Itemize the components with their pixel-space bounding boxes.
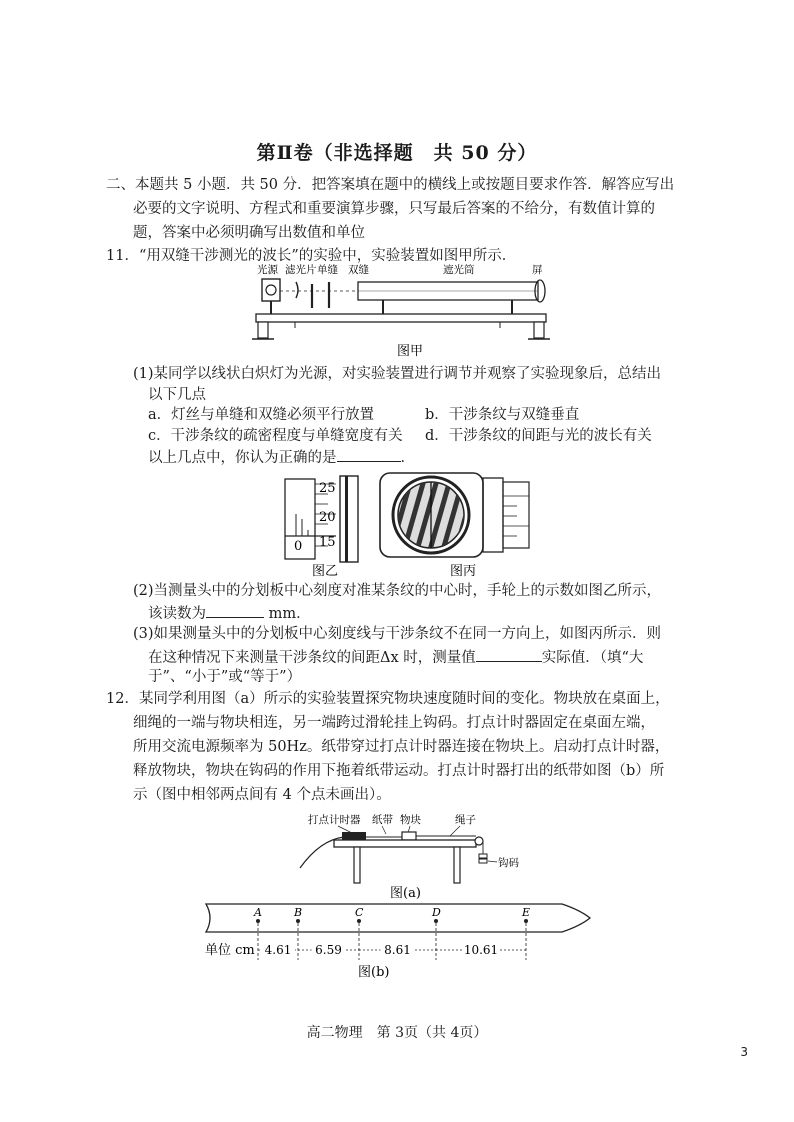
q11-part2-line1: (2)当测量头中的分划板中心刻度对准某条纹的中心时，手轮上的示数如图乙所示， bbox=[133, 583, 662, 599]
tape-dot-A bbox=[256, 919, 260, 923]
figure-eyepiece-caption: 图丙 bbox=[450, 564, 477, 578]
scale-15: 15 bbox=[319, 535, 336, 550]
q12-line-4: 释放物块，物块在钩码的作用下拖着纸带运动。打点计时器打出的纸带如图（b）所 bbox=[133, 763, 665, 779]
instruction-line-2: 必要的文字说明、方程式和重要演算步骤，只写最后答案的不给分，有数值计算的 bbox=[133, 201, 655, 217]
q11-part3-line1: (3)如果测量头中的分划板中心刻度线与干涉条纹不在同一方向上，如图丙所示．则 bbox=[133, 626, 662, 642]
q11-part1-line2: 以下几点 bbox=[148, 387, 206, 403]
q11-part3-line2: 在这种情况下来测量干涉条纹的间距Δx 时，测量值 实际值．（填“大 bbox=[148, 647, 643, 667]
figure-micrometer-caption: 图乙 bbox=[312, 564, 339, 578]
page-footer: 高二物理 第 3页（共 4页） bbox=[306, 1025, 488, 1041]
q12-line-1: 12．某同学利用图（a）所示的实验装置探究物块速度随时间的变化。物块放在桌面上， bbox=[106, 691, 670, 707]
q11-option-a: a．灯丝与单缝和双缝必须平行放置 bbox=[148, 407, 375, 423]
q12-line-5: 示（图中相邻两点间有 4 个点未画出）。 bbox=[133, 787, 391, 803]
q11-part1-ask: 以上几点中，你认为正确的是 ． bbox=[148, 447, 415, 467]
tape-point-label-E: E bbox=[522, 906, 531, 919]
tape-point-label-B: B bbox=[294, 906, 303, 919]
tape-dim-value-1: 6.59 bbox=[315, 943, 342, 957]
q12-line-2: 细绳的一端与物块相连，另一端跨过滑轮挂上钩码。打点计时器固定在桌面左端， bbox=[133, 715, 655, 731]
q11-part2-line2: 该读数为 mm． bbox=[148, 603, 311, 623]
answer-blank-3[interactable] bbox=[476, 647, 542, 662]
instruction-line-3: 题，答案中必须明确写出数值和单位 bbox=[133, 225, 365, 241]
figure-apparatus bbox=[250, 262, 560, 360]
figure-tape-caption: 图(b) bbox=[358, 965, 390, 980]
page-number: 3 bbox=[740, 1045, 748, 1059]
label-single-slit: 单缝 bbox=[317, 264, 338, 276]
instruction-line-1: 二、本题共 5 小题．共 50 分．把答案填在题中的横线上或按题目要求作答．解答应写出 bbox=[106, 177, 675, 193]
q11-part3-line3: 于”、“小于”或“等于”） bbox=[148, 669, 302, 685]
answer-blank-2[interactable] bbox=[206, 603, 264, 618]
figure-paper-tape bbox=[200, 898, 600, 980]
section-title: 第Ⅱ卷（非选择题 共 50 分） bbox=[256, 142, 538, 164]
tape-dot-E bbox=[524, 919, 528, 923]
label-block: 物块 bbox=[400, 814, 421, 826]
tape-dim-value-2: 8.61 bbox=[384, 943, 411, 957]
tape-point-label-A: A bbox=[254, 906, 262, 919]
label-weight: 钩码 bbox=[498, 857, 519, 869]
label-timer: 打点计时器 bbox=[308, 814, 361, 826]
figure-apparatus-caption: 图甲 bbox=[397, 344, 424, 359]
figure-table-setup bbox=[290, 810, 550, 902]
figure-table-caption: 图(a) bbox=[390, 886, 421, 901]
tape-point-label-D: D bbox=[432, 906, 441, 919]
tape-dot-B bbox=[296, 919, 300, 923]
q12-line-3: 所用交流电源频率为 50Hz。纸带穿过打点计时器连接在物块上。启动打点计时器， bbox=[133, 739, 670, 755]
tape-dim-value-3: 10.61 bbox=[463, 943, 499, 957]
scale-0: 0 bbox=[294, 539, 303, 554]
tape-dot-C bbox=[357, 919, 361, 923]
q11-part1-line1: (1)某同学以线状白炽灯为光源，对实验装置进行调节并观察了实验现象后，总结出 bbox=[133, 366, 662, 382]
q11-option-c: c．干涉条纹的疏密程度与单缝宽度有关 bbox=[148, 428, 403, 444]
scale-20: 20 bbox=[319, 510, 336, 525]
figure-eyepiece bbox=[377, 470, 533, 578]
label-tape: 纸带 bbox=[372, 814, 393, 826]
tape-unit: 单位 cm bbox=[205, 943, 255, 958]
label-tube: 遮光筒 bbox=[443, 264, 475, 276]
tape-dim-value-0: 4.61 bbox=[264, 943, 292, 957]
figure-micrometer bbox=[282, 474, 374, 578]
tape-dot-D bbox=[434, 919, 438, 923]
q11-option-b: b．干涉条纹与双缝垂直 bbox=[425, 407, 580, 423]
label-rope: 绳子 bbox=[455, 814, 476, 826]
q11-stem: 11．“用双缝干涉测光的波长”的实验中，实验装置如图甲所示． bbox=[106, 248, 517, 264]
q11-option-d: d．干涉条纹的间距与光的波长有关 bbox=[425, 428, 652, 444]
scale-25: 25 bbox=[319, 481, 336, 496]
label-filter: 滤光片 bbox=[285, 264, 317, 276]
label-double-slit: 双缝 bbox=[348, 264, 369, 276]
label-light-source: 光源 bbox=[257, 264, 278, 276]
answer-blank-1[interactable] bbox=[337, 447, 401, 462]
tape-point-label-C: C bbox=[355, 906, 364, 919]
label-screen: 屏 bbox=[532, 264, 543, 276]
